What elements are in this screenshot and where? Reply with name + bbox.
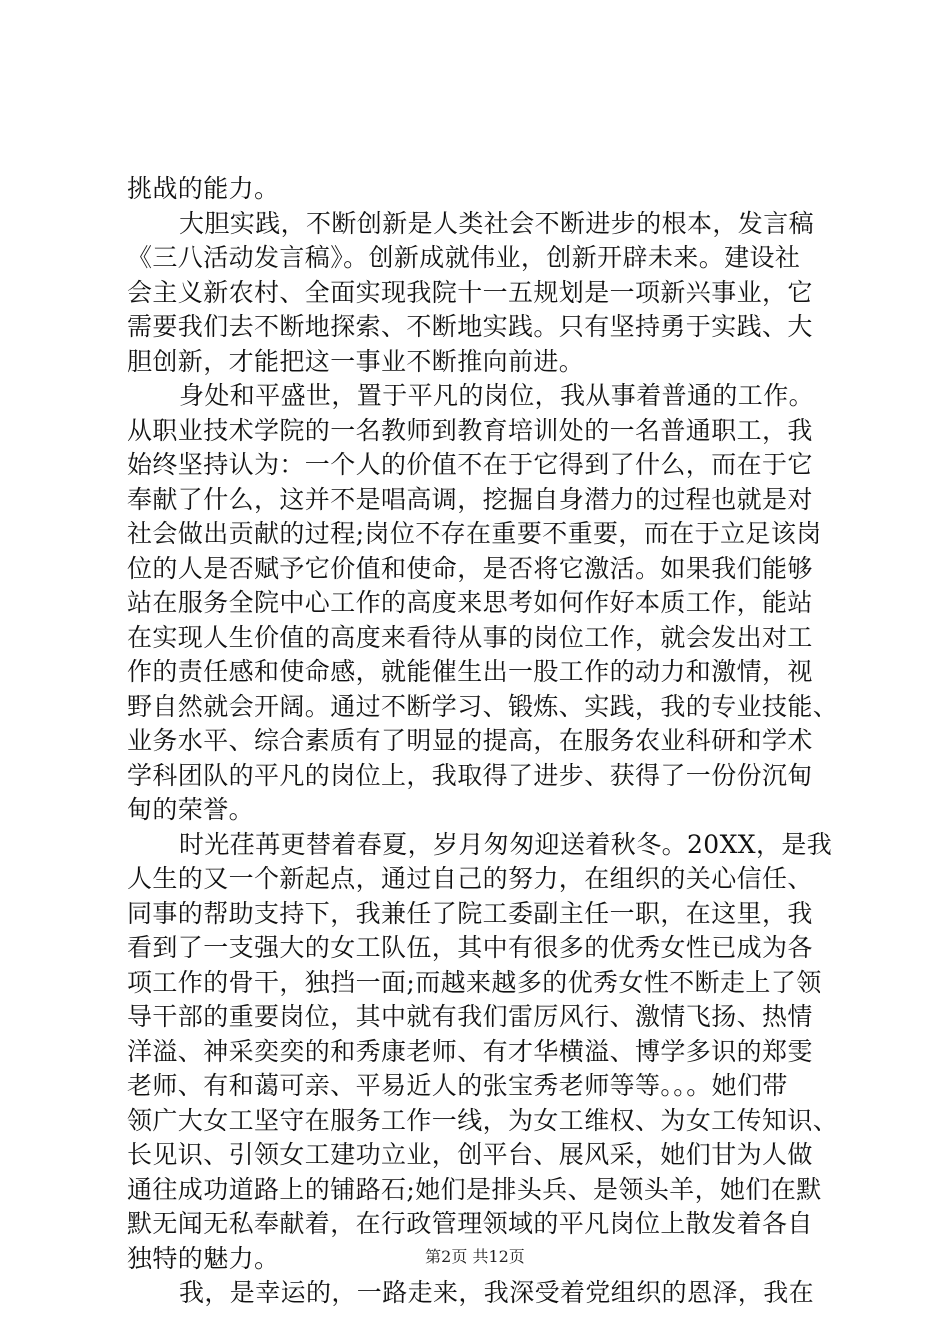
- text-line: 时光荏苒更替着春夏，岁月匆匆迎送着秋冬。20XX，是我: [179, 829, 833, 859]
- text-line: 领广大女工坚守在服务工作一线，为女工维权、为女工传知识、: [127, 1105, 839, 1135]
- text-line: 社会做出贡献的过程;岗位不存在重要不重要，而在于立足该岗: [127, 519, 822, 548]
- text-line: 会主义新农村、全面实现我院十一五规划是一项新兴事业，它: [127, 277, 813, 307]
- text-line: 胆创新，才能把这一事业不断推向前进。: [127, 346, 585, 376]
- text-line: 甸的荣誉。: [127, 795, 255, 824]
- text-line: 作的责任感和使命感，就能催生出一股工作的动力和激情，视: [127, 657, 813, 686]
- body-text: [127, 172, 839, 1311]
- text-line: 身处和平盛世，置于平凡的岗位，我从事着普通的工作。: [179, 381, 815, 410]
- text-line: 《三八活动发言稿》。创新成就伟业，创新开辟未来。建设社: [127, 243, 801, 272]
- text-line: 老师、有和蔼可亲、平易近人的张宝秀老师等等。。。她们带: [127, 1071, 788, 1100]
- text-line: 业务水平、综合素质有了明显的提高，在服务农业科研和学术: [127, 726, 813, 755]
- text-line: 同事的帮助支持下，我兼任了院工委副主任一职，在这里，我: [127, 898, 813, 928]
- text-line: 大胆实践，不断创新是人类社会不断进步的根本，发言稿: [179, 208, 815, 238]
- text-line: 通往成功道路上的铺路石;她们是排头兵、是领头羊，她们在默: [127, 1174, 822, 1204]
- text-line: 位的人是否赋予它价值和使命，是否将它激活。如果我们能够: [127, 553, 813, 583]
- text-line: 默无闻无私奉献着，在行政管理领域的平凡岗位上散发着各自: [127, 1209, 813, 1238]
- text-line: 站在服务全院中心工作的高度来思考如何作好本质工作，能站: [127, 588, 813, 617]
- text-line: 从职业技术学院的一名教师到教育培训处的一名普通职工，我: [127, 415, 813, 445]
- text-line: 挑战的能力。: [127, 174, 280, 203]
- text-line: 独特的魅力。: [127, 1243, 280, 1273]
- text-line: 学科团队的平凡的岗位上，我取得了进步、获得了一份份沉甸: [127, 760, 813, 790]
- text-line: 导干部的重要岗位，其中就有我们雷厉风行、激情飞扬、热情: [127, 1002, 813, 1031]
- text-line: 奉献了什么，这并不是唱高调，挖掘自身潜力的过程也就是对: [127, 484, 813, 514]
- text-line: 需要我们去不断地探索、不断地实践。只有坚持勇于实践、大: [127, 312, 813, 341]
- text-line: 野自然就会开阔。通过不断学习、锻炼、实践，我的专业技能、: [127, 691, 839, 721]
- text-line: 我，是幸运的，一路走来，我深受着党组织的恩泽，我在: [179, 1278, 815, 1307]
- text-line: 看到了一支强大的女工队伍，其中有很多的优秀女性已成为各: [127, 933, 813, 962]
- text-line: 始终坚持认为：一个人的价值不在于它得到了什么，而在于它: [127, 450, 813, 479]
- text-line: 人生的又一个新起点，通过自己的努力，在组织的关心信任、: [127, 864, 813, 893]
- text-line: 洋溢、神采奕奕的和秀康老师、有才华横溢、博学多识的郑雯: [127, 1036, 813, 1066]
- text-line: 项工作的骨干，独挡一面;而越来越多的优秀女性不断走上了领: [127, 967, 822, 997]
- page-footer: 第2页 共12页: [425, 1247, 525, 1266]
- text-line: 长见识、引领女工建功立业，创平台、展风采，她们甘为人做: [127, 1140, 813, 1169]
- text-line: 在实现人生价值的高度来看待从事的岗位工作，就会发出对工: [127, 622, 813, 652]
